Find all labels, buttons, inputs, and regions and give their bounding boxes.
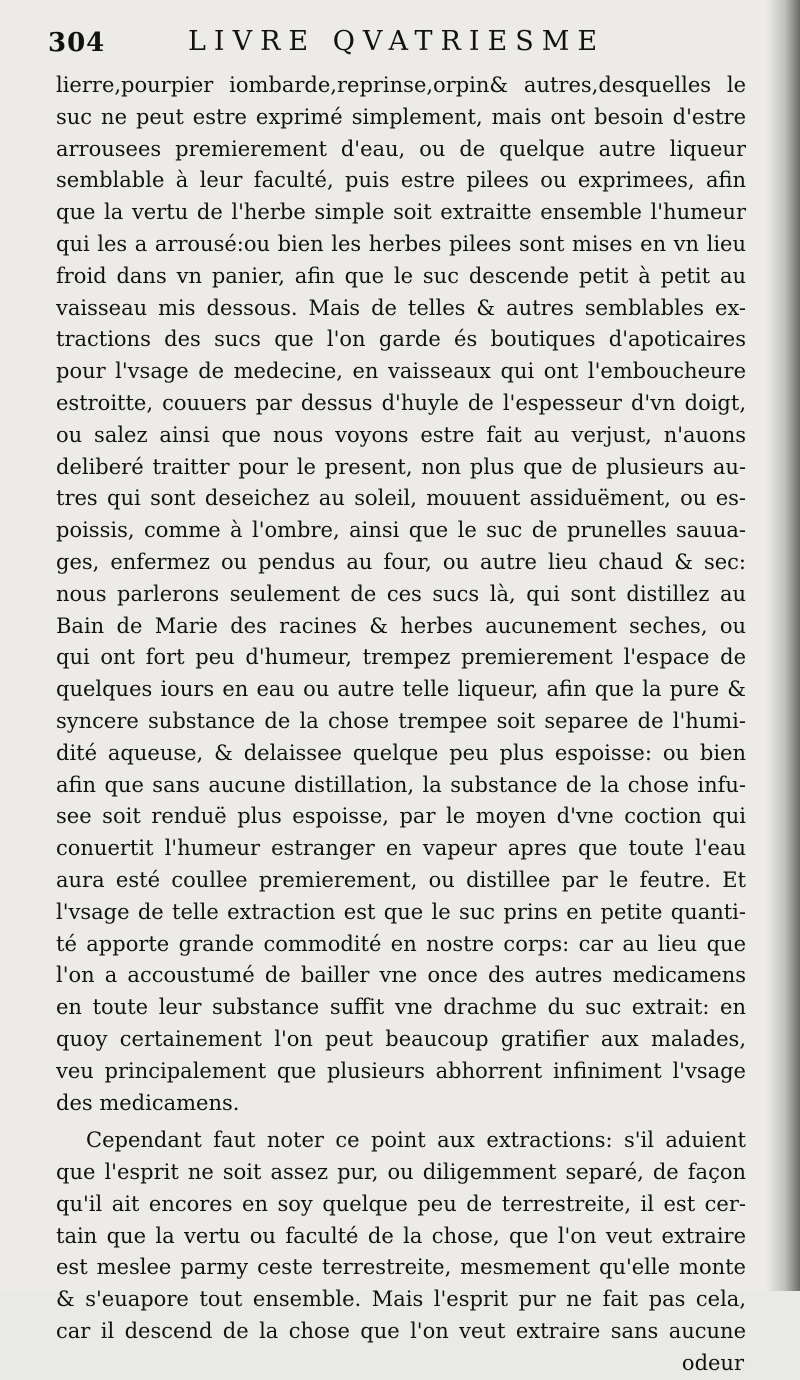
catchword: odeur [681,1350,744,1375]
text-line: afin que sans aucune distillation, la substance de la chose infu- [56,772,746,797]
paragraph-1 [56,70,746,1119]
text-line: que l'esprit ne soit assez pur, ou diligemment separé, de façon [56,1160,746,1185]
text-line: syncere substance de la chose trempee soit separee de l'humi- [56,708,746,733]
text-line: aura esté coullee premierement, ou distillee par le feutre. Et [56,867,746,892]
text-line: qui ont fort peu d'humeur, trempez premierement l'espace de [56,645,746,670]
text-line: arrousees premierement d'eau, ou de quelque autre liqueur [56,136,746,161]
text-line: suc ne peut estre exprimé simplement, mais ont besoin d'estre [56,104,746,129]
text-line: lierre,pourpier iombarde,reprinse,orpin& autres,desquelles le [56,73,746,97]
body-text [56,70,746,1380]
text-line: poissis, comme à l'ombre, ainsi que le suc de prunelles sauua- [56,518,746,543]
page-header [48,22,748,72]
text-line: estroitte, couuers par dessus d'huyle de l'espesseur d'vn doigt, [56,390,746,415]
text-line: quoy certainement l'on peut beaucoup gratifier aux malades, [56,1026,746,1051]
text-line: nous parlerons seulement de ces sucs là, qui sont distillez au [56,581,746,606]
text-line: en toute leur substance suffit vne drachme du suc extrait: en [56,995,746,1020]
text-line: l'on a accoustumé de bailler vne once des autres medicamens [56,963,746,988]
text-line: Cependant faut noter ce point aux extractions: s'il aduient [86,1128,746,1153]
page-edge-shadow [766,0,800,1291]
text-line: & s'euapore tout ensemble. Mais l'esprit pur ne fait pas cela, [56,1287,746,1312]
text-line: froid dans vn panier, afin que le suc descende petit à petit au [56,263,746,288]
text-line: qu'il ait encores en soy quelque peu de terrestreite, il est cer- [56,1191,746,1216]
text-line: ou salez ainsi que nous voyons estre fait au verjust, n'auons [56,422,746,447]
text-line: tain que la vertu ou faculté de la chose, que l'on veut extraire [56,1223,746,1248]
running-title: LIVRE QVATRIESME [188,26,606,57]
text-line: pour l'vsage de medecine, en vaisseaux qui ont l'emboucheure [56,359,746,384]
text-line: dité aqueuse, & delaissee quelque peu plus espoisse: ou bien [56,740,746,765]
text-line: car il descend de la chose que l'on veut extraire sans aucune [56,1319,746,1344]
text-line: té apporte grande commodité en nostre corps: car au lieu que [56,931,746,956]
text-line: vaisseau mis dessous. Mais de telles & autres semblables ex- [56,295,746,320]
text-line: que la vertu de l'herbe simple soit extraitte ensemble l'humeur [56,200,746,225]
text-line: semblable à leur faculté, puis estre pilees ou exprimees, afin [56,168,746,193]
text-line: Bain de Marie des racines & herbes aucunement seches, ou [56,613,746,638]
text-line: see soit renduë plus espoisse, par le moyen d'vne coction qui [56,804,746,829]
text-line: tres qui sont deseichez au soleil, mouuent assiduëment, ou es- [56,486,746,511]
text-line: tractions des sucs que l'on garde és boutiques d'apoticaires [56,327,746,352]
text-line: deliberé traitter pour le present, non plus que de plusieurs au- [56,454,746,479]
text-line: conuertit l'humeur estranger en vapeur apres que toute l'eau [56,836,746,861]
text-line: quelques iours en eau ou autre telle liqueur, afin que la pure & [56,677,746,702]
text-line: des medicamens. [56,1090,240,1115]
text-line: est meslee parmy ceste terrestreite, mesmement qu'elle monte [56,1255,746,1280]
text-line: qui les a arrousé:ou bien les herbes pilees sont mises en vn lieu [56,231,746,256]
text-line: l'vsage de telle extraction est que le suc prins en petite quanti- [56,899,746,924]
text-line: ges, enfermez ou pendus au four, ou autre lieu chaud & sec: [56,549,746,574]
folio-number: 304 [48,28,106,58]
text-line: veu principalement que plusieurs abhorrent infiniment l'vsage [56,1058,746,1083]
paragraph-2 [56,1125,746,1348]
